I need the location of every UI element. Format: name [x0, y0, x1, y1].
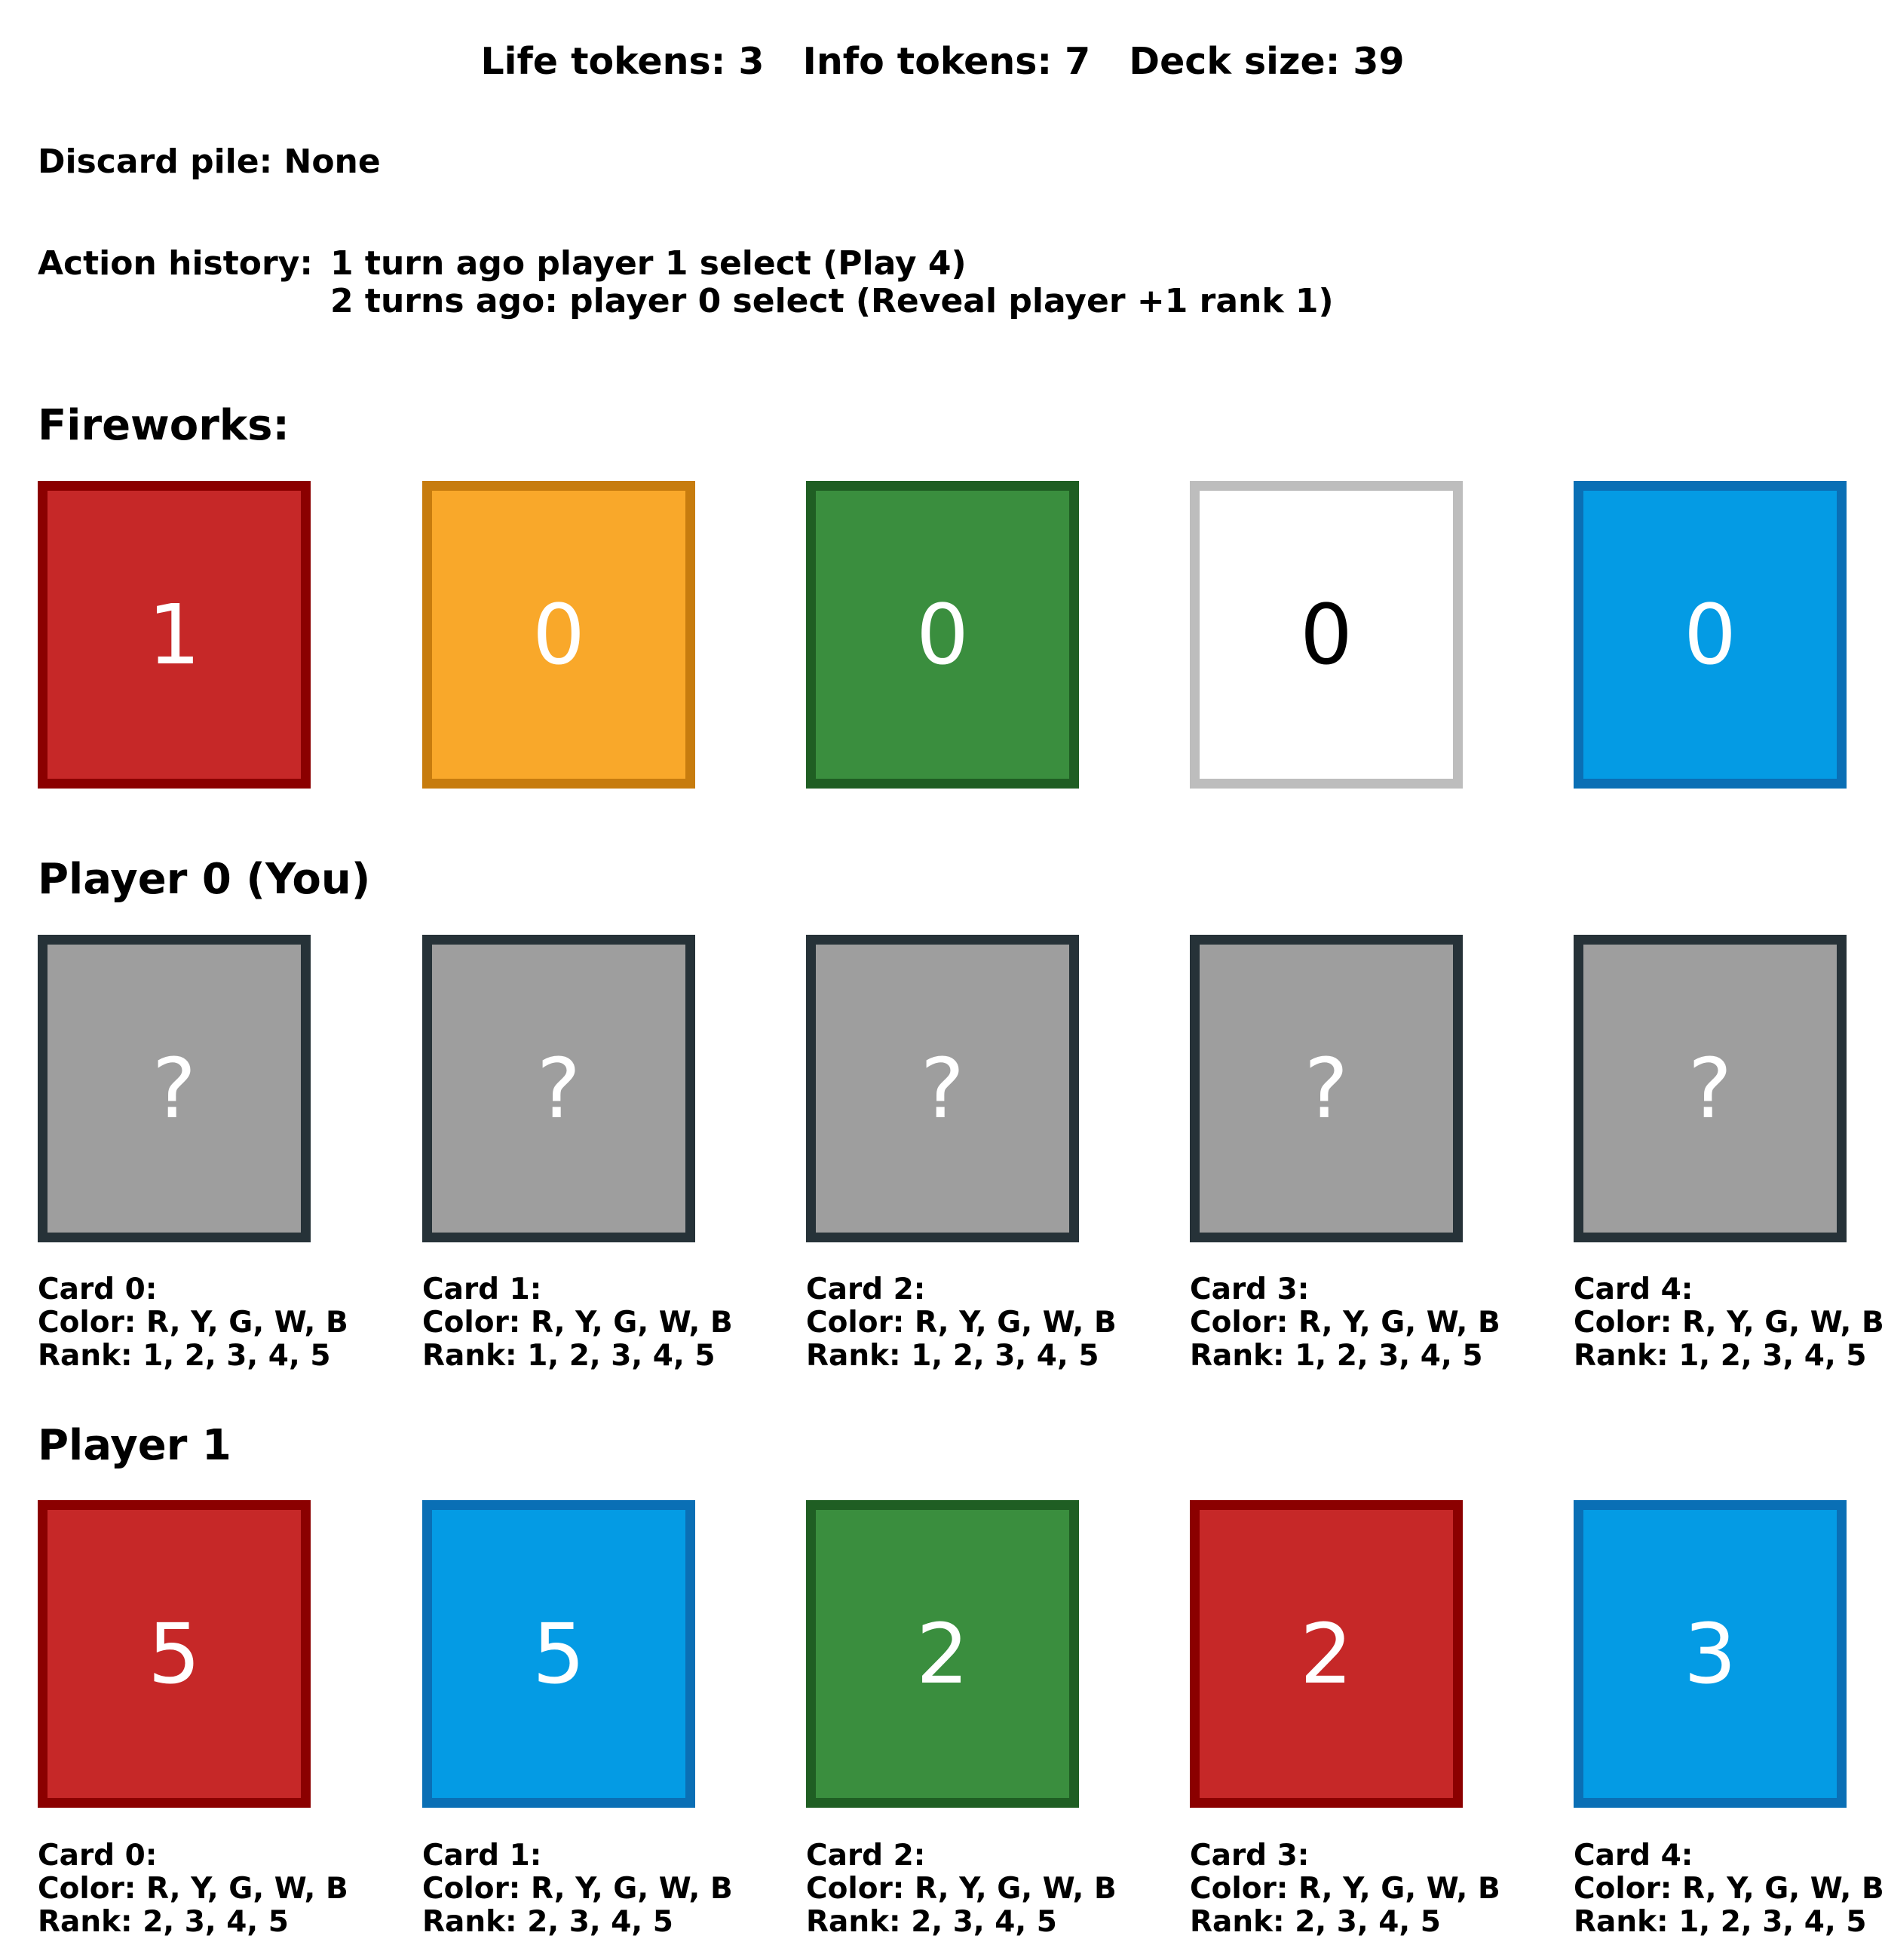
card-color-hints: Color: R, Y, G, W, B — [806, 1872, 1117, 1906]
card-color-hints: Color: R, Y, G, W, B — [1190, 1306, 1500, 1340]
firework-stack-red — [38, 481, 311, 789]
card-rank-hints: Rank: 2, 3, 4, 5 — [38, 1905, 289, 1939]
player0-title: Player 0 (You) — [38, 855, 371, 904]
player0-card-4[interactable] — [1574, 935, 1847, 1242]
player1-card-0[interactable] — [38, 1500, 311, 1808]
firework-stack-green — [806, 481, 1079, 789]
firework-value: 0 — [1684, 586, 1736, 683]
card-label: Card 0: — [38, 1272, 158, 1306]
action-history-label: Action history: — [38, 244, 313, 283]
firework-stack-yellow — [422, 481, 695, 789]
player1-card-3[interactable] — [1190, 1500, 1463, 1808]
action-history-entry: 2 turns ago: player 0 select (Reveal player +1 rank 1) — [330, 282, 1334, 320]
card-rank-hints: Rank: 1, 2, 3, 4, 5 — [1574, 1339, 1867, 1373]
card-rank-hints: Rank: 1, 2, 3, 4, 5 — [422, 1339, 716, 1373]
firework-value: 1 — [148, 586, 201, 683]
player0-card-3-info — [1190, 1273, 1500, 1373]
card-rank: 5 — [148, 1606, 201, 1702]
card-color-hints: Color: R, Y, G, W, B — [422, 1306, 733, 1340]
player0-card-4-info — [1574, 1273, 1884, 1373]
card-rank: 3 — [1684, 1606, 1736, 1702]
card-rank: 2 — [916, 1606, 969, 1702]
card-color-hints: Color: R, Y, G, W, B — [806, 1306, 1117, 1340]
card-rank: 5 — [532, 1606, 585, 1702]
player1-card-1-info — [422, 1839, 733, 1939]
firework-stack-blue — [1574, 481, 1847, 789]
life-tokens: Life tokens: 3 — [480, 40, 765, 83]
card-rank-hints: Rank: 1, 2, 3, 4, 5 — [806, 1339, 1099, 1373]
card-color-hints: Color: R, Y, G, W, B — [1190, 1872, 1500, 1906]
card-label: Card 0: — [38, 1839, 158, 1873]
card-label: Card 4: — [1574, 1272, 1693, 1306]
player1-card-3-info — [1190, 1839, 1500, 1939]
card-label: Card 1: — [422, 1839, 542, 1873]
card-label: Card 3: — [1190, 1272, 1310, 1306]
player0-card-0-info — [38, 1273, 348, 1373]
discard-pile: Discard pile: None — [38, 142, 381, 181]
firework-value: 0 — [532, 586, 585, 683]
card-rank-hints: Rank: 1, 2, 3, 4, 5 — [1190, 1339, 1483, 1373]
player1-card-4-info — [1574, 1839, 1884, 1939]
card-rank-hints: Rank: 2, 3, 4, 5 — [1190, 1905, 1441, 1939]
firework-value: 0 — [916, 586, 969, 683]
card-color-hints: Color: R, Y, G, W, B — [1574, 1872, 1884, 1906]
deck-size: Deck size: 39 — [1129, 40, 1405, 83]
card-rank-hints: Rank: 1, 2, 3, 4, 5 — [38, 1339, 331, 1373]
hidden-card-face: ? — [536, 1040, 581, 1137]
action-history-entry: 1 turn ago player 1 select (Play 4) — [330, 244, 967, 283]
firework-value: 0 — [1300, 586, 1353, 683]
player0-card-1[interactable] — [422, 935, 695, 1242]
player1-card-4[interactable] — [1574, 1500, 1847, 1808]
hidden-card-face: ? — [152, 1040, 197, 1137]
card-rank: 2 — [1300, 1606, 1353, 1702]
hidden-card-face: ? — [1304, 1040, 1349, 1137]
card-color-hints: Color: R, Y, G, W, B — [38, 1872, 348, 1906]
card-label: Card 4: — [1574, 1839, 1693, 1873]
player1-card-1[interactable] — [422, 1500, 695, 1808]
card-rank-hints: Rank: 2, 3, 4, 5 — [806, 1905, 1057, 1939]
card-color-hints: Color: R, Y, G, W, B — [38, 1306, 348, 1340]
player1-card-2[interactable] — [806, 1500, 1079, 1808]
card-color-hints: Color: R, Y, G, W, B — [422, 1872, 733, 1906]
info-tokens: Info tokens: 7 — [802, 40, 1091, 83]
fireworks-title: Fireworks: — [38, 401, 290, 450]
player0-card-1-info — [422, 1273, 733, 1373]
player0-card-2[interactable] — [806, 935, 1079, 1242]
player1-card-0-info — [38, 1839, 348, 1939]
player1-title: Player 1 — [38, 1421, 231, 1470]
player0-card-3[interactable] — [1190, 935, 1463, 1242]
player0-card-0[interactable] — [38, 935, 311, 1242]
card-label: Card 3: — [1190, 1839, 1310, 1873]
status-bar — [0, 38, 1885, 86]
card-color-hints: Color: R, Y, G, W, B — [1574, 1306, 1884, 1340]
hidden-card-face: ? — [920, 1040, 965, 1137]
card-label: Card 2: — [806, 1839, 926, 1873]
card-label: Card 2: — [806, 1272, 926, 1306]
card-label: Card 1: — [422, 1272, 542, 1306]
hidden-card-face: ? — [1687, 1040, 1733, 1137]
player0-card-2-info — [806, 1273, 1117, 1373]
player1-card-2-info — [806, 1839, 1117, 1939]
card-rank-hints: Rank: 2, 3, 4, 5 — [422, 1905, 673, 1939]
firework-stack-white — [1190, 481, 1463, 789]
card-rank-hints: Rank: 1, 2, 3, 4, 5 — [1574, 1905, 1867, 1939]
